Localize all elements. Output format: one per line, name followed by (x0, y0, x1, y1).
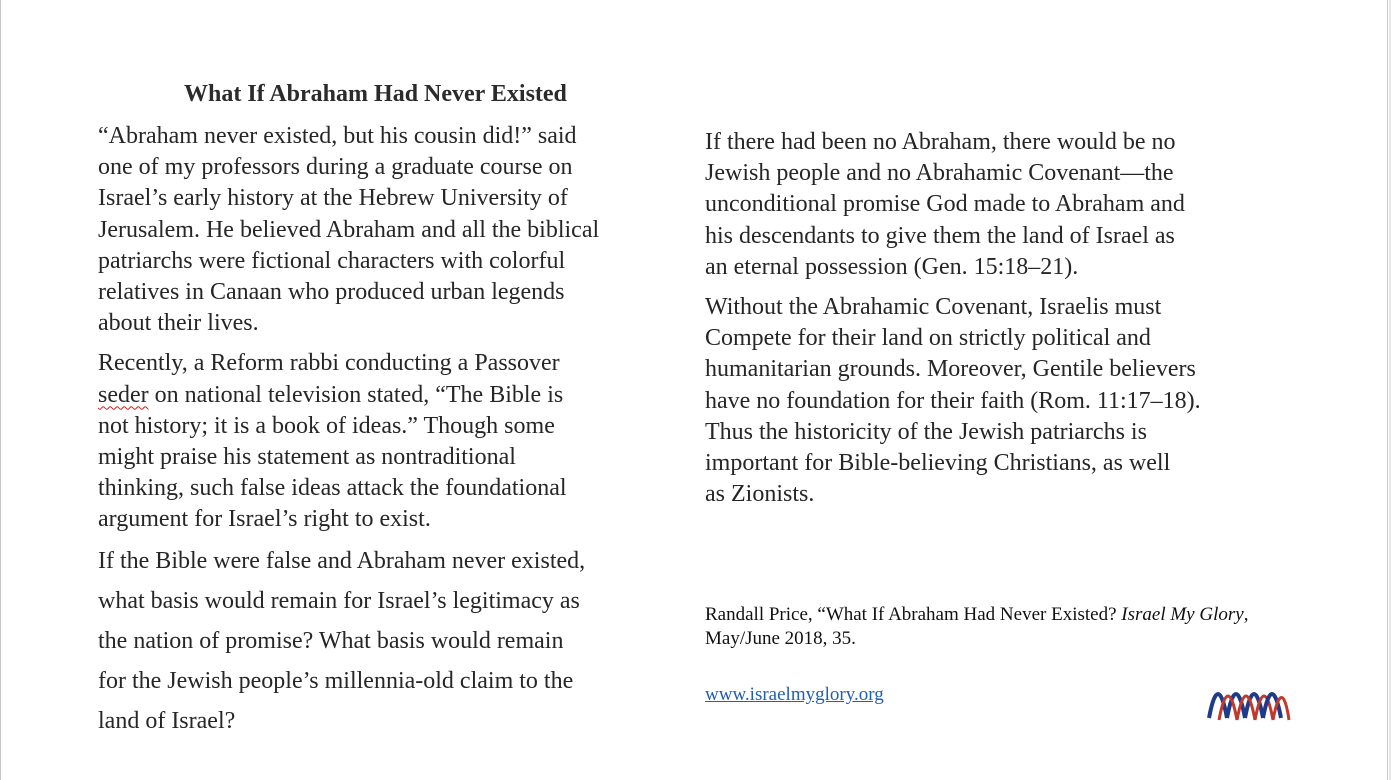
citation (705, 603, 1305, 651)
text-line: what basis would remain for Israel’s legitimacy as (98, 587, 580, 614)
text-line: important for Bible-believing Christians, as well (705, 450, 1171, 477)
citation-publication: Israel My Glory (1121, 604, 1244, 625)
text-line: humanitarian grounds. Moreover, Gentile believers (705, 356, 1196, 383)
text-line: thinking, such false ideas attack the foundational (98, 475, 567, 502)
text-line: for the Jewish people’s millennia-old claim to the (98, 667, 574, 694)
left-paragraph-1 (98, 121, 658, 339)
right-paragraph-2 (705, 292, 1265, 510)
text-line: Compete for their land on strictly political and (705, 325, 1151, 352)
text-line: Israel’s early history at the Hebrew University of (98, 185, 568, 212)
text-line: argument for Israel’s right to exist. (98, 506, 431, 533)
citation-line-2: May/June 2018, 35. (705, 628, 856, 649)
text-line: Jewish people and no Abrahamic Covenant—the (705, 160, 1174, 187)
text-line: If the Bible were false and Abraham never existed, (98, 547, 586, 574)
left-column (98, 121, 658, 750)
text-line (98, 380, 658, 411)
text-line: as Zionists. (705, 481, 815, 508)
israel-my-glory-logo-icon (1207, 688, 1291, 724)
page-edge-right (1387, 0, 1388, 780)
text-line: “Abraham never existed, but his cousin did!” said (98, 123, 577, 149)
citation-author-title: Randall Price, “What If Abraham Had Never Existed? (705, 604, 1122, 625)
text-line: his descendants to give them the land of Israel as (705, 222, 1175, 249)
text-line: Without the Abrahamic Covenant, Israelis must (705, 294, 1162, 321)
text-line: relatives in Canaan who produced urban legends (98, 279, 565, 306)
document-title: What If Abraham Had Never Existed (184, 81, 567, 107)
left-paragraph-2 (98, 348, 658, 535)
text-line: might praise his statement as nontraditional (98, 444, 516, 471)
citation-line-1 (705, 603, 1305, 627)
text-line: If there had been no Abraham, there would be no (705, 129, 1176, 155)
citation-comma: , (1243, 604, 1249, 625)
text-line: an eternal possession (Gen. 15:18–21). (705, 253, 1079, 280)
text-line: Thus the historicity of the Jewish patriarchs is (705, 418, 1147, 445)
text-line: Jerusalem. He believed Abraham and all the biblical (98, 216, 600, 243)
text-line: have no foundation for their faith (Rom. 11:17–18). (705, 387, 1201, 414)
website-link[interactable]: www.israelmyglory.org (705, 684, 884, 705)
text-line: one of my professors during a graduate course on (98, 154, 573, 181)
text-line: land of Israel? (98, 707, 236, 734)
right-paragraph-1 (705, 127, 1265, 283)
left-paragraph-3 (98, 541, 658, 741)
text-line: the nation of promise? What basis would remain (98, 627, 564, 654)
spellcheck-word[interactable]: seder (98, 381, 149, 408)
text-fragment: on national television stated, “The Bible is (148, 381, 564, 408)
text-line: not history; it is a book of ideas.” Though some (98, 412, 555, 439)
text-line: Recently, a Reform rabbi conducting a Passover (98, 350, 560, 377)
text-line: patriarchs were fictional characters with colorful (98, 247, 566, 274)
text-line: about their lives. (98, 310, 259, 337)
text-line: unconditional promise God made to Abraham and (705, 191, 1185, 218)
page-edge-left (0, 0, 1, 780)
right-column (705, 127, 1265, 519)
